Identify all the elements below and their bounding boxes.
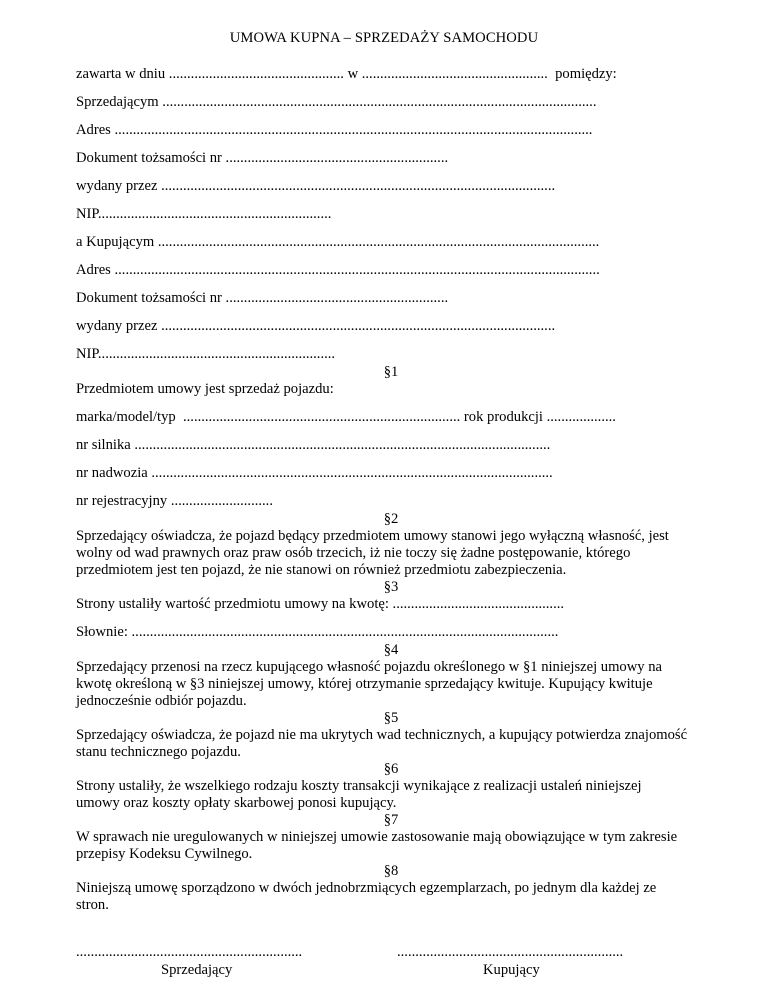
seller-issued-by-line: wydany przez ............................................................................................................ bbox=[76, 178, 556, 194]
section-8-text: Niniejszą umowę sporządzono w dwóch jednobrzmiących egzemplarzach, po jednym dla każdej ze stron. bbox=[76, 880, 657, 913]
section-6-text: Strony ustaliły, że wszelkiego rodzaju koszty transakcji wynikające z realizacji ustaleń niniejszej umowy oraz koszty opłaty skarbowej ponosi kupujący. bbox=[76, 778, 642, 811]
seller-address-line: Adres ................................................................................................................................... bbox=[76, 122, 593, 138]
seller-nip-line: NIP................................................................ bbox=[76, 206, 332, 222]
price-line: Strony ustaliły wartość przedmiotu umowy na kwotę: ............................................... bbox=[76, 596, 565, 612]
section-1-intro: Przedmiotem umowy jest sprzedaż pojazdu: bbox=[76, 381, 334, 397]
engine-number-line: nr silnika .................................................................................................................. bbox=[76, 437, 551, 453]
section-2-text: Sprzedający oświadcza, że pojazd będący przedmiotem umowy stanowi jego wyłączną własność, jest wolny od wad prawnych oraz praw osób trzecich, iż nie toczy się żadne postępowanie, którego przedmiotem jest ten pojazd, że nie stanowi on również przedmiotu zabezpieczenia. bbox=[76, 528, 669, 578]
section-7-heading: §7 bbox=[383, 812, 399, 828]
seller-name-line: Sprzedającym ....................................................................................................................... bbox=[76, 94, 597, 110]
section-8-heading: §8 bbox=[383, 863, 399, 879]
buyer-id-doc-line: Dokument tożsamości nr ............................................................. bbox=[76, 290, 449, 306]
section-6-heading: §6 bbox=[383, 761, 399, 777]
section-4-text: Sprzedający przenosi na rzecz kupującego własność pojazdu określonego w §1 niniejszej umowy na kwotę określoną w §3 niniejszej umowy, której otrzymanie sprzedający kwituje. Kupujący kwituje jednocześnie odbiór pojazdu. bbox=[76, 659, 662, 709]
buyer-signature-label: Kupujący bbox=[483, 962, 540, 978]
chassis-number-line: nr nadwozia .............................................................................................................. bbox=[76, 465, 553, 481]
section-7-text: W sprawach nie uregulowanych w niniejszej umowie zastosowanie mają obowiązujące w tym zakresie przepisy Kodeksu Cywilnego. bbox=[76, 829, 678, 862]
buyer-issued-by-line: wydany przez ............................................................................................................ bbox=[76, 318, 556, 334]
contract-date-place-line: zawarta w dniu ................................................ w ................................................... pomiędzy: bbox=[76, 66, 617, 82]
section-1-heading: §1 bbox=[383, 364, 399, 380]
price-in-words-line: Słownie: ..................................................................................................................... bbox=[76, 624, 559, 640]
document-title: UMOWA KUPNA – SPRZEDAŻY SAMOCHODU bbox=[229, 30, 539, 46]
seller-signature-line: .............................................................. bbox=[76, 944, 303, 960]
buyer-name-line: a Kupującym ......................................................................................................................... bbox=[76, 234, 600, 250]
buyer-signature-line: .............................................................. bbox=[397, 944, 624, 960]
buyer-address-line: Adres ..................................................................................................................................... bbox=[76, 262, 600, 278]
buyer-nip-line: NIP................................................................. bbox=[76, 346, 336, 362]
section-3-heading: §3 bbox=[383, 579, 399, 595]
section-4-heading: §4 bbox=[383, 642, 399, 658]
vehicle-make-model-line: marka/model/typ ............................................................................ rok produkcji ................... bbox=[76, 409, 616, 425]
registration-number-line: nr rejestracyjny ............................ bbox=[76, 493, 273, 509]
section-2-heading: §2 bbox=[383, 511, 399, 527]
section-5-heading: §5 bbox=[383, 710, 399, 726]
section-5-text: Sprzedający oświadcza, że pojazd nie ma ukrytych wad technicznych, a kupujący potwierdza znajomość stanu technicznego pojazdu. bbox=[76, 727, 688, 760]
seller-id-doc-line: Dokument tożsamości nr ............................................................. bbox=[76, 150, 449, 166]
seller-signature-label: Sprzedający bbox=[161, 962, 233, 978]
